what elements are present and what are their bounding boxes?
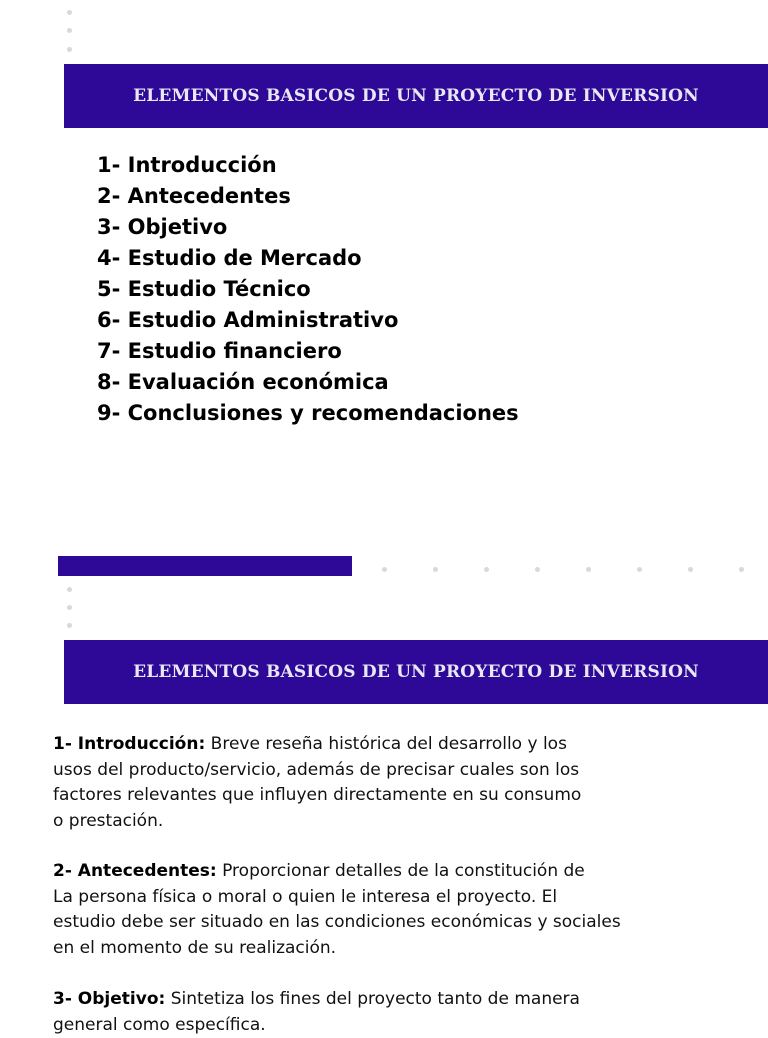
decorative-dot [67,10,72,15]
contents-item: 5- Estudio Técnico [97,274,519,305]
section-heading: 3- Objetivo: [53,989,165,1009]
section-introduccion [53,732,753,834]
contents-item: 6- Estudio Administrativo [97,305,519,336]
decorative-dot [637,567,642,572]
section-text-line: factores relevantes que influyen directamente en su consumo [53,783,753,809]
decorative-dot [67,28,72,33]
section-text: Breve reseña histórica del desarrollo y los [205,734,567,754]
contents-item: 1- Introducción [97,150,519,181]
slide-1-title: ELEMENTOS BASICOS DE UN PROYECTO DE INVERSION [133,86,699,106]
section-first-line [53,987,753,1013]
contents-item: 8- Evaluación económica [97,367,519,398]
decorative-dot [433,567,438,572]
decorative-dot [67,623,72,628]
slide-1-title-band [64,64,768,128]
section-text-line: o prestación. [53,809,753,835]
contents-item: 9- Conclusiones y recomendaciones [97,398,519,429]
slide-2-title-band [64,640,768,704]
decorative-dot [67,47,72,52]
contents-list [97,150,519,429]
decorative-dot [382,567,387,572]
section-text: Sintetiza los fines del proyecto tanto de manera [165,989,580,1009]
slide-2 [0,585,768,1024]
decorative-dot [67,587,72,592]
section-text-line: usos del producto/servicio, además de precisar cuales son los [53,758,753,784]
decorative-dot [688,567,693,572]
section-text: Proporcionar detalles de la constitución de [217,861,585,881]
section-first-line [53,732,753,758]
slide-1-footer-bar [58,556,352,576]
decorative-dot [739,567,744,572]
section-antecedentes [53,859,753,961]
slide-2-title: ELEMENTOS BASICOS DE UN PROYECTO DE INVERSION [133,662,699,682]
section-heading: 1- Introducción: [53,734,205,754]
decorative-dot [586,567,591,572]
decorative-dot [484,567,489,572]
section-text-line: La persona física o moral o quien le interesa el proyecto. El [53,885,753,911]
section-text-line: en el momento de su realización. [53,936,753,962]
contents-item: 7- Estudio financiero [97,336,519,367]
section-text-line: general como específica. [53,1013,753,1038]
section-text-line: estudio debe ser situado en las condiciones económicas y sociales [53,910,753,936]
contents-item: 2- Antecedentes [97,181,519,212]
contents-item: 4- Estudio de Mercado [97,243,519,274]
decorative-dot [67,605,72,610]
section-heading: 2- Antecedentes: [53,861,217,881]
section-first-line [53,859,753,885]
contents-item: 3- Objetivo [97,212,519,243]
section-objetivo [53,987,753,1038]
decorative-dot [535,567,540,572]
